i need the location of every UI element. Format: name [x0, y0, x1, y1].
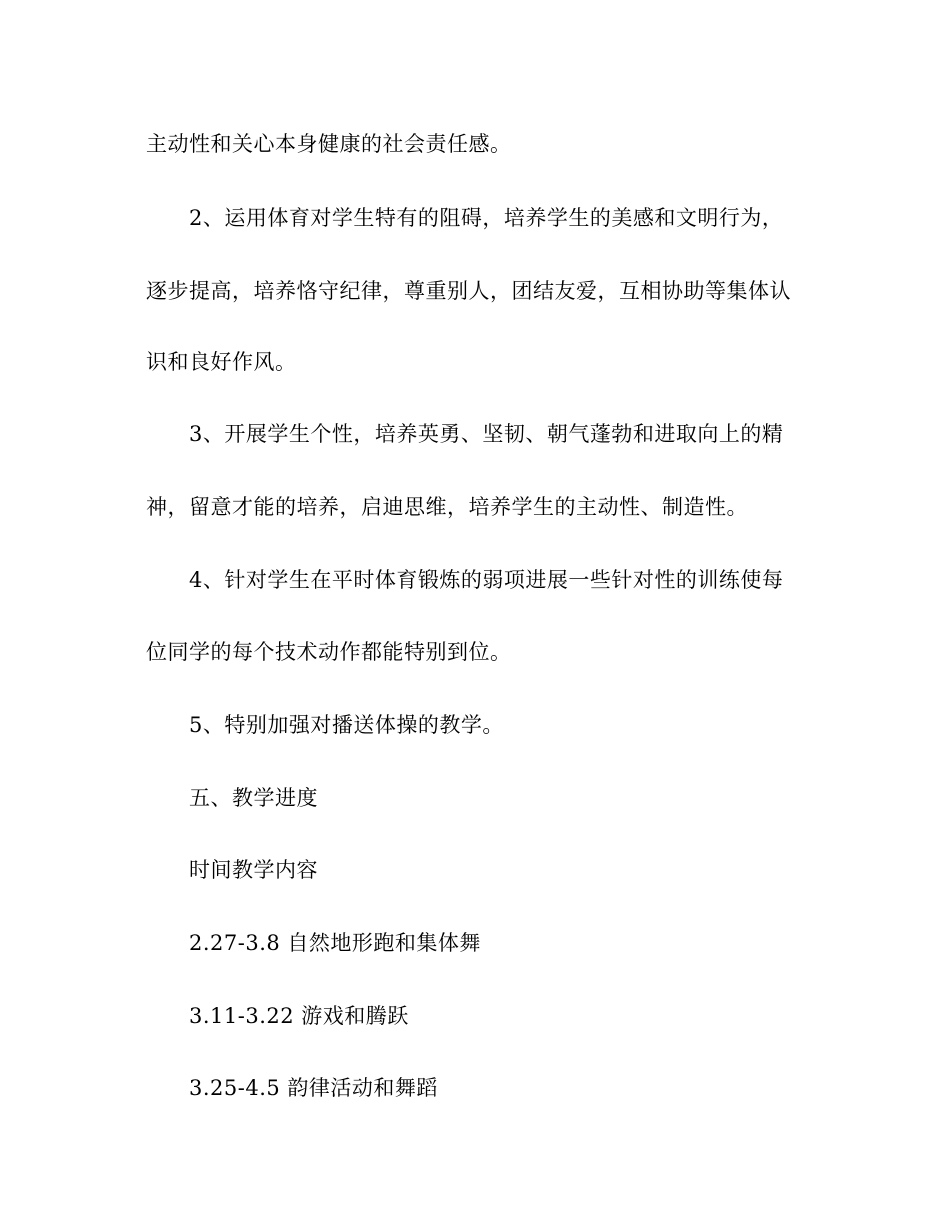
paragraph-line-7: 4、针对学生在平时体育锻炼的弱项进展一些针对性的训练使每: [189, 568, 784, 592]
section-heading: 五、教学进度: [189, 786, 318, 810]
schedule-header: 时间教学内容: [189, 858, 318, 882]
paragraph-line-6: 神，留意才能的培养，启迪思维，培养学生的主动性、制造性。: [146, 495, 748, 519]
paragraph-line-4: 识和良好作风。: [146, 350, 297, 374]
paragraph-line-5: 3、开展学生个性，培养英勇、坚韧、朝气蓬勃和进取向上的精: [189, 422, 784, 446]
paragraph-line-3: 逐步提高，培养恪守纪律，尊重别人，团结友爱，互相协助等集体认: [146, 279, 791, 303]
paragraph-line-9: 5、特别加强对播送体操的教学。: [189, 713, 504, 737]
schedule-row-1: 2.27-3.8 自然地形跑和集体舞: [189, 931, 481, 955]
schedule-row-3: 3.25-4.5 韵律活动和舞蹈: [189, 1076, 438, 1100]
paragraph-line-1: 主动性和关心本身健康的社会责任感。: [146, 132, 512, 156]
paragraph-line-8: 位同学的每个技术动作都能特别到位。: [146, 640, 512, 664]
paragraph-line-2: 2、运用体育对学生特有的阻碍，培养学生的美感和文明行为，: [189, 206, 784, 230]
schedule-row-2: 3.11-3.22 游戏和腾跃: [189, 1004, 409, 1028]
